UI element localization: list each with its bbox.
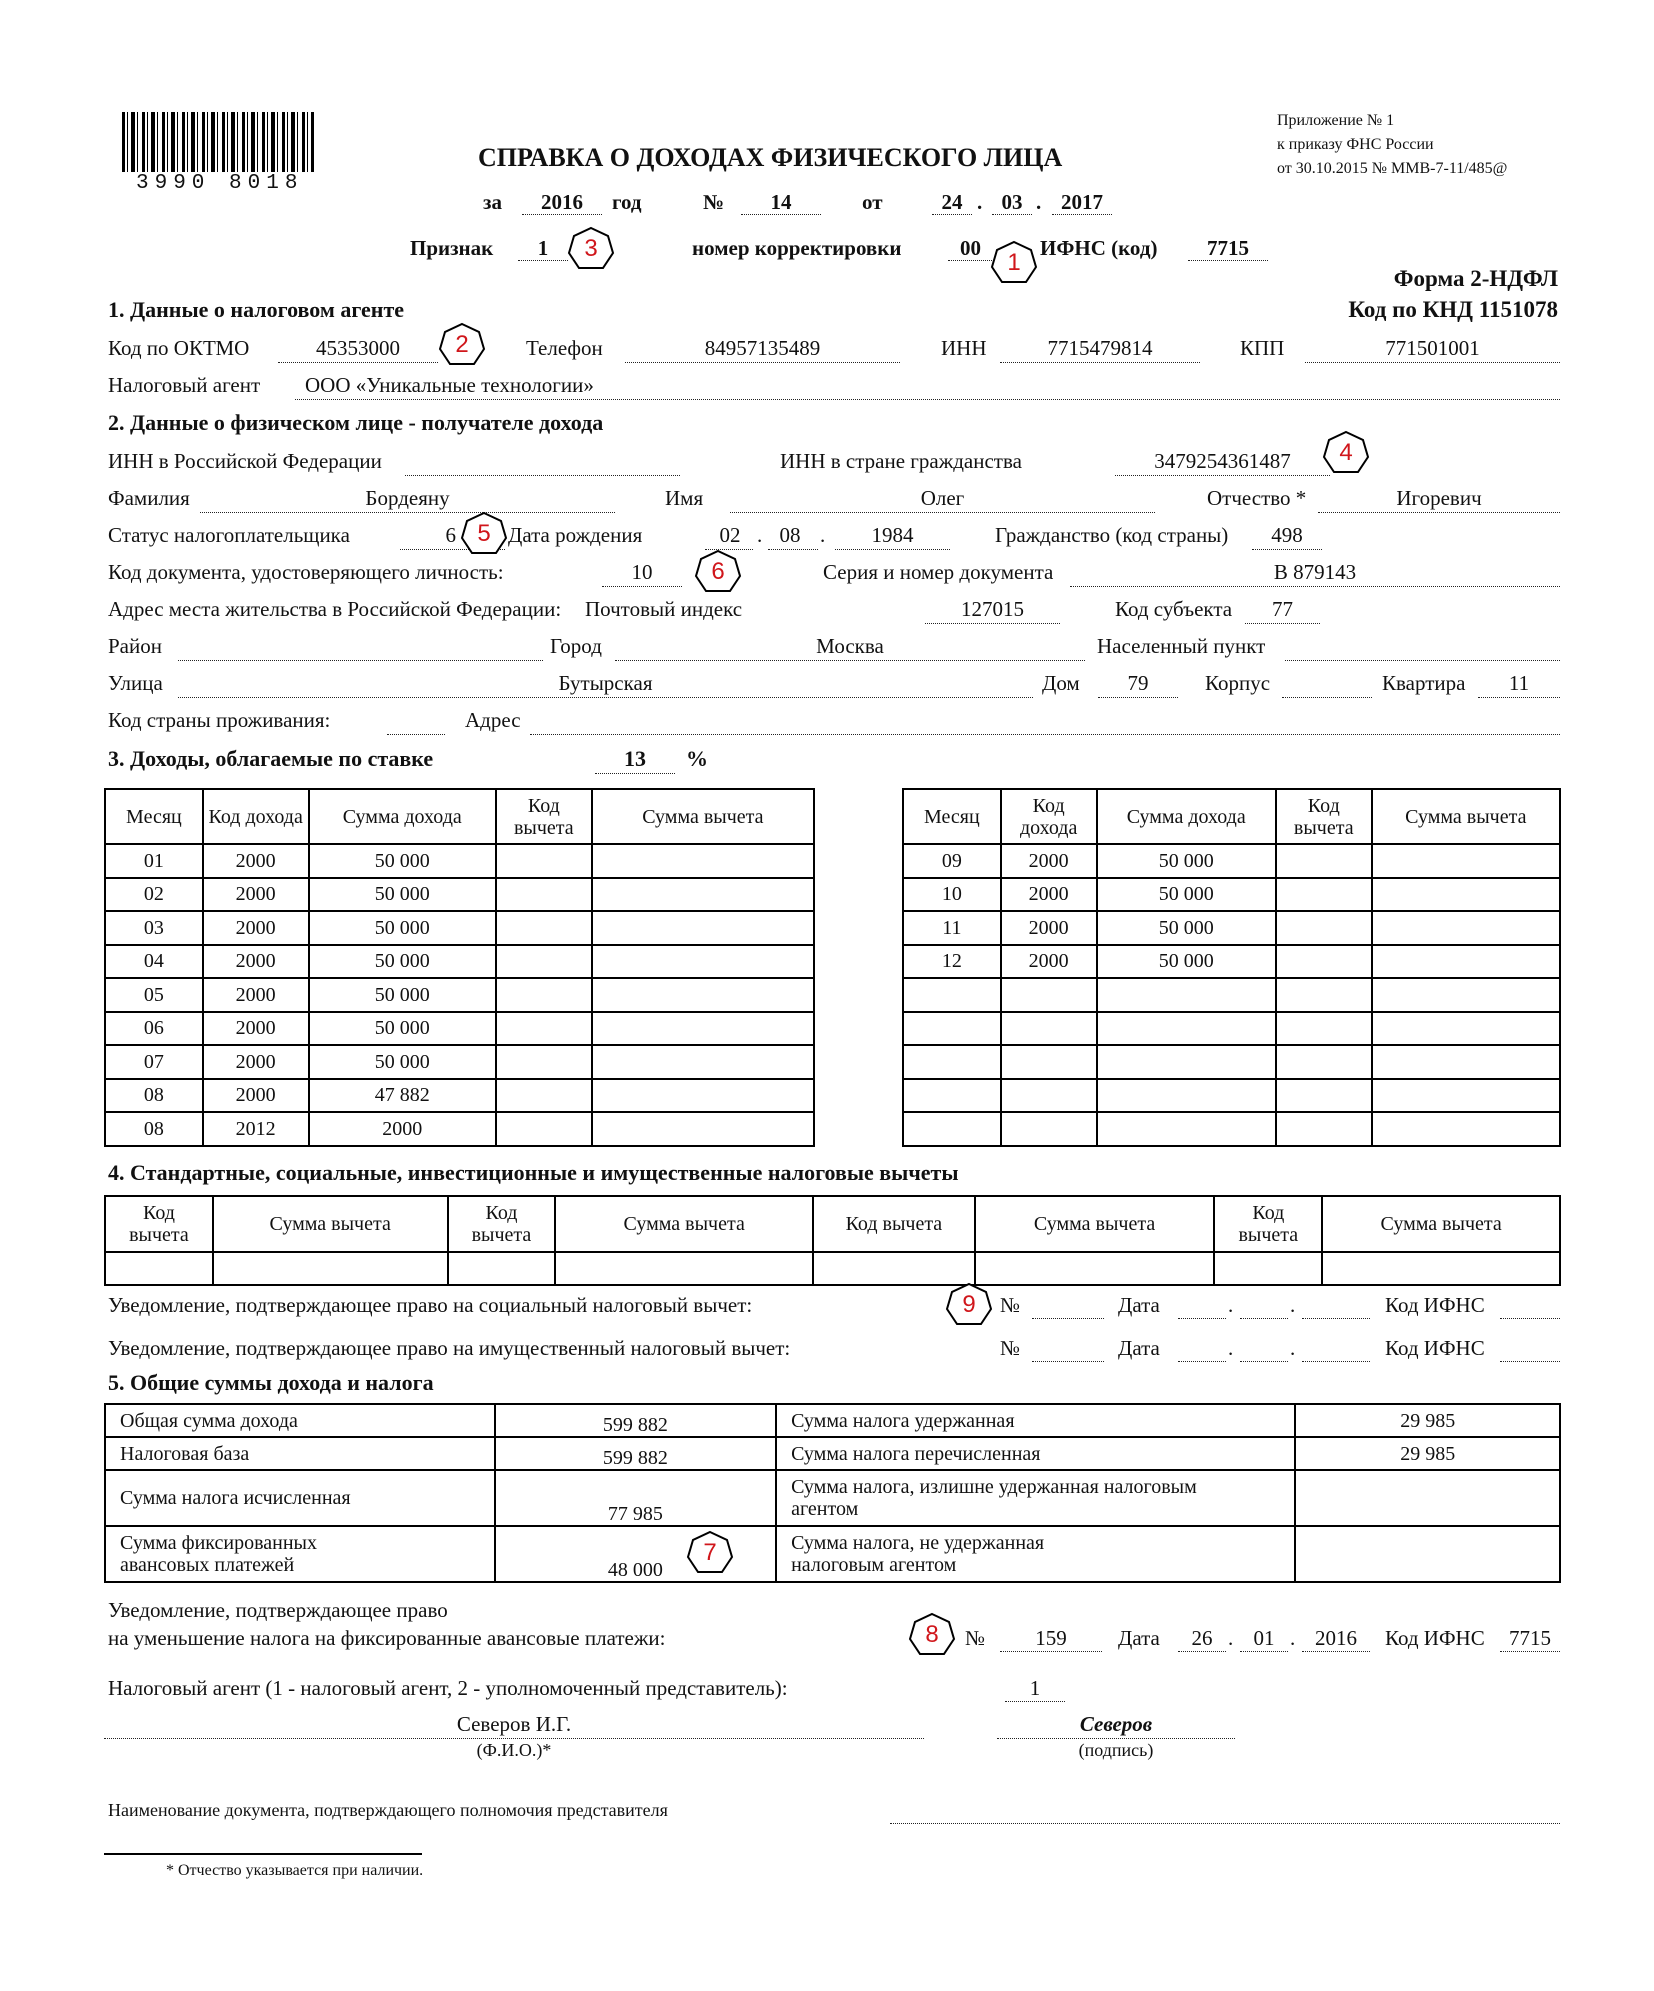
residence-address-label: Адрес [465, 708, 521, 732]
signer-fio: Северов И.Г. [456, 1712, 572, 1736]
col-deduction-code: Код вычета [1214, 1196, 1322, 1252]
fixed-notice-ifns-value: 7715 [1509, 1626, 1551, 1650]
annotation-badge-3: 3 [567, 226, 615, 272]
status-label: Статус налогоплательщика [108, 523, 350, 547]
col-deduction-sum: Сумма вычета [213, 1196, 448, 1252]
agent-type-value: 1 [1029, 1676, 1041, 1700]
table-row [903, 978, 1560, 1012]
flat-value: 11 [1508, 671, 1530, 695]
transferred-label: Сумма налога перечисленная [776, 1437, 1295, 1470]
table-row [903, 1112, 1560, 1146]
address-label: Адрес места жительства в Российской Федерации: [108, 597, 562, 621]
section-1-heading: 1. Данные о налоговом агенте [108, 297, 405, 322]
col-deduction-sum: Сумма вычета [1372, 789, 1560, 844]
agent-inn-value: 7715479814 [1047, 336, 1153, 360]
income-table-right [902, 788, 1561, 1147]
fixed-payments-value: 48 000 [495, 1526, 777, 1582]
surname-label: Фамилия [108, 486, 190, 510]
annotation-badge-5: 5 [460, 511, 508, 557]
birth-label: Дата рождения [508, 523, 643, 547]
status-value: 6 [445, 523, 456, 547]
settlement-label: Населенный пункт [1097, 634, 1266, 658]
table-row: 03 2000 50 000 [105, 911, 814, 945]
annotation-badge-6: 6 [694, 549, 742, 595]
transferred-value: 29 985 [1295, 1437, 1560, 1470]
birth-year: 1984 [871, 523, 914, 547]
table-row: 11 2000 50 000 [903, 911, 1560, 945]
cert-month: 03 [1001, 190, 1023, 214]
col-month: Месяц [903, 789, 1001, 844]
agent-inn-label: ИНН [941, 336, 987, 360]
annotation-badge-9: 9 [945, 1282, 993, 1328]
col-deduction-sum: Сумма вычета [975, 1196, 1215, 1252]
country-label: Код страны проживания: [108, 708, 331, 732]
correction-value: 00 [960, 236, 981, 260]
col-income-code: Код дохода [1001, 789, 1097, 844]
tax-rate-value: 13 [624, 746, 646, 771]
priznak-label: Признак [410, 236, 494, 260]
table-row: 07 2000 50 000 [105, 1045, 814, 1079]
fixed-notice-day: 26 [1191, 1626, 1213, 1650]
city-label: Город [550, 634, 602, 658]
ifns-value: 7715 [1207, 236, 1249, 260]
certificate-number: 14 [770, 190, 792, 214]
district-label: Район [108, 634, 162, 658]
doc-series-label: Серия и номер документа [823, 560, 1054, 584]
table-row [105, 1252, 1560, 1285]
table-row: 01 2000 50 000 [105, 844, 814, 878]
table-row [903, 1045, 1560, 1079]
not-withheld-label: Сумма налога, не удержанная налоговым агентом [776, 1526, 1295, 1582]
table-row: 06 2000 50 000 [105, 1012, 814, 1046]
annotation-badge-7: 7 [686, 1530, 734, 1576]
annotation-badge-2: 2 [438, 322, 486, 368]
footnote-divider [104, 1853, 422, 1855]
signature-caption: (подпись) [1078, 1740, 1154, 1760]
percent-sign: % [686, 746, 708, 771]
appendix-line-3: от 30.10.2015 № ММВ-7-11/485@ [1277, 160, 1508, 177]
totals-table [104, 1403, 1561, 1583]
annotation-badge-1: 1 [990, 240, 1038, 286]
agent-name-label: Налоговый агент [108, 373, 261, 397]
fixed-notice-year: 2016 [1315, 1626, 1357, 1650]
patronymic-value: Игоревич [1396, 486, 1482, 510]
deductions-table [104, 1195, 1561, 1286]
agent-name-value: ООО «Уникальные технологии» [305, 373, 594, 397]
ifns-label: ИФНС (код) [1040, 236, 1158, 260]
postcode-label: Почтовый индекс [585, 597, 743, 621]
total-income-value: 599 882 [495, 1404, 777, 1437]
authority-doc-label: Наименование документа, подтверждающего полномочия представителя [108, 1800, 668, 1820]
priznak-value: 1 [537, 236, 549, 260]
street-label: Улица [108, 671, 163, 695]
excess-value [1295, 1470, 1560, 1526]
kpp-label: КПП [1240, 336, 1285, 360]
col-deduction-sum: Сумма вычета [555, 1196, 813, 1252]
social-no-label: № [1000, 1293, 1021, 1317]
barcode-number: 3990 8018 [136, 172, 304, 195]
fixed-notice-ifns-label: Код ИФНС [1385, 1626, 1485, 1650]
number-sign: № [703, 190, 725, 214]
withheld-value: 29 985 [1295, 1404, 1560, 1437]
col-income-sum: Сумма дохода [1097, 789, 1276, 844]
doc-series-value: В 879143 [1273, 560, 1357, 584]
table-row: 12 2000 50 000 [903, 945, 1560, 979]
oktmo-label: Код по ОКТМО [108, 336, 250, 360]
inn-foreign-label: ИНН в стране гражданства [780, 449, 1022, 473]
fixed-notice-no-label: № [965, 1626, 986, 1650]
col-deduction-code: Код вычета [813, 1196, 975, 1252]
table-row: 02 2000 50 000 [105, 878, 814, 912]
col-deduction-code: Код вычета [1276, 789, 1372, 844]
tax-calc-value: 77 985 [495, 1470, 777, 1526]
postcode-value: 127015 [961, 597, 1024, 621]
col-deduction-code: Код вычета [105, 1196, 213, 1252]
section-4-heading: 4. Стандартные, социальные, инвестиционные и имущественные налоговые вычеты [108, 1160, 959, 1185]
col-income-sum: Сумма дохода [309, 789, 496, 844]
table-row [105, 1437, 1560, 1470]
table-row: 10 2000 50 000 [903, 878, 1560, 912]
report-year: 2016 [541, 190, 583, 214]
surname-value: Бордеяну [365, 486, 450, 510]
document-title: СПРАВКА О ДОХОДАХ ФИЗИЧЕСКОГО ЛИЦА [478, 143, 1063, 172]
citizenship-value: 498 [1271, 523, 1303, 547]
table-row: 09 2000 50 000 [903, 844, 1560, 878]
footnote: * Отчество указывается при наличии. [166, 1862, 424, 1879]
flat-label: Квартира [1382, 671, 1466, 695]
withheld-label: Сумма налога удержанная [776, 1404, 1295, 1437]
phone-value: 84957135489 [704, 336, 821, 360]
patronymic-label: Отчество * [1207, 486, 1307, 510]
knd-code: Код по КНД 1151078 [1348, 297, 1558, 322]
col-month: Месяц [105, 789, 203, 844]
phone-label: Телефон [526, 336, 603, 360]
table-row [105, 1526, 1560, 1582]
social-ifns-label: Код ИФНС [1385, 1293, 1485, 1317]
building-label: Корпус [1205, 671, 1271, 695]
oktmo-value: 45353000 [316, 336, 400, 360]
tax-base-value: 599 882 [495, 1437, 777, 1470]
social-notice-label: Уведомление, подтверждающее право на социальный налоговый вычет: [108, 1293, 753, 1317]
inn-foreign-value: 3479254361487 [1154, 449, 1291, 473]
table-row [903, 1079, 1560, 1113]
col-income-code: Код дохода [203, 789, 309, 844]
street-value: Бутырская [558, 671, 653, 695]
fixed-notice-month: 01 [1253, 1626, 1275, 1650]
citizenship-label: Гражданство (код страны) [995, 523, 1229, 547]
appendix-line-2: к приказу ФНС России [1277, 136, 1434, 153]
subject-label: Код субъекта [1115, 597, 1233, 621]
table-row: 05 2000 50 000 [105, 978, 814, 1012]
date-prefix: от [862, 190, 883, 214]
house-value: 79 [1127, 671, 1149, 695]
fixed-notice-label-1: Уведомление, подтверждающее право [108, 1598, 448, 1622]
birth-day: 02 [719, 523, 741, 547]
table-row: 08 2012 2000 [105, 1112, 814, 1146]
property-date-label: Дата [1118, 1336, 1160, 1360]
property-no-label: № [1000, 1336, 1021, 1360]
fixed-notice-number: 159 [1035, 1626, 1067, 1650]
table-row [903, 1012, 1560, 1046]
fixed-notice-label-2: на уменьшение налога на фиксированные авансовые платежи: [108, 1626, 666, 1650]
table-row [105, 1470, 1560, 1526]
social-date-label: Дата [1118, 1293, 1160, 1317]
barcode-bars [122, 112, 314, 172]
appendix-line-1: Приложение № 1 [1277, 112, 1395, 129]
section-3-heading: 3. Доходы, облагаемые по ставке [108, 746, 434, 771]
fixed-payments-label: Сумма фиксированных авансовых платежей [105, 1526, 495, 1582]
section-2-heading: 2. Данные о физическом лице - получателе дохода [108, 410, 604, 435]
table-row [105, 1404, 1560, 1437]
annotation-badge-4: 4 [1322, 430, 1370, 476]
col-deduction-sum: Сумма вычета [592, 789, 814, 844]
city-value: Москва [816, 634, 884, 658]
inn-rf-label: ИНН в Российской Федерации [108, 449, 382, 473]
col-deduction-code: Код вычета [448, 1196, 556, 1252]
house-label: Дом [1042, 671, 1080, 695]
doc-code-label: Код документа, удостоверяющего личность: [108, 560, 504, 584]
table-row: 08 2000 47 882 [105, 1079, 814, 1113]
signature-value: Северов [1079, 1712, 1153, 1736]
cert-day: 24 [941, 190, 963, 214]
name-value: Олег [920, 486, 965, 510]
total-income-label: Общая сумма дохода [105, 1404, 495, 1437]
tax-calc-label: Сумма налога исчисленная [105, 1470, 495, 1526]
section-5-heading: 5. Общие суммы дохода и налога [108, 1370, 434, 1395]
property-ifns-label: Код ИФНС [1385, 1336, 1485, 1360]
birth-month: 08 [779, 523, 801, 547]
col-deduction-code: Код вычета [496, 789, 592, 844]
excess-label: Сумма налога, излишне удержанная налоговым агентом [776, 1470, 1295, 1526]
agent-type-label: Налоговый агент (1 - налоговый агент, 2 - уполномоченный представитель): [108, 1676, 788, 1700]
barcode [122, 112, 314, 195]
signer-fio-caption: (Ф.И.О.)* [476, 1740, 552, 1760]
form-name: Форма 2-НДФЛ [1393, 266, 1558, 291]
annotation-badge-8: 8 [908, 1612, 956, 1658]
table-row: 04 2000 50 000 [105, 945, 814, 979]
year-prefix: за [483, 190, 502, 214]
correction-label: номер корректировки [692, 236, 902, 260]
cert-year: 2017 [1061, 190, 1103, 214]
year-suffix: год [612, 190, 642, 214]
not-withheld-value [1295, 1526, 1560, 1582]
tax-base-label: Налоговая база [105, 1437, 495, 1470]
income-table-left [104, 788, 815, 1147]
fixed-notice-date-label: Дата [1118, 1626, 1160, 1650]
doc-code-value: 10 [631, 560, 653, 584]
name-label: Имя [665, 486, 704, 510]
property-notice-label: Уведомление, подтверждающее право на имущественный налоговый вычет: [108, 1336, 791, 1360]
kpp-value: 771501001 [1385, 336, 1480, 360]
subject-value: 77 [1272, 597, 1293, 621]
col-deduction-sum: Сумма вычета [1322, 1196, 1560, 1252]
